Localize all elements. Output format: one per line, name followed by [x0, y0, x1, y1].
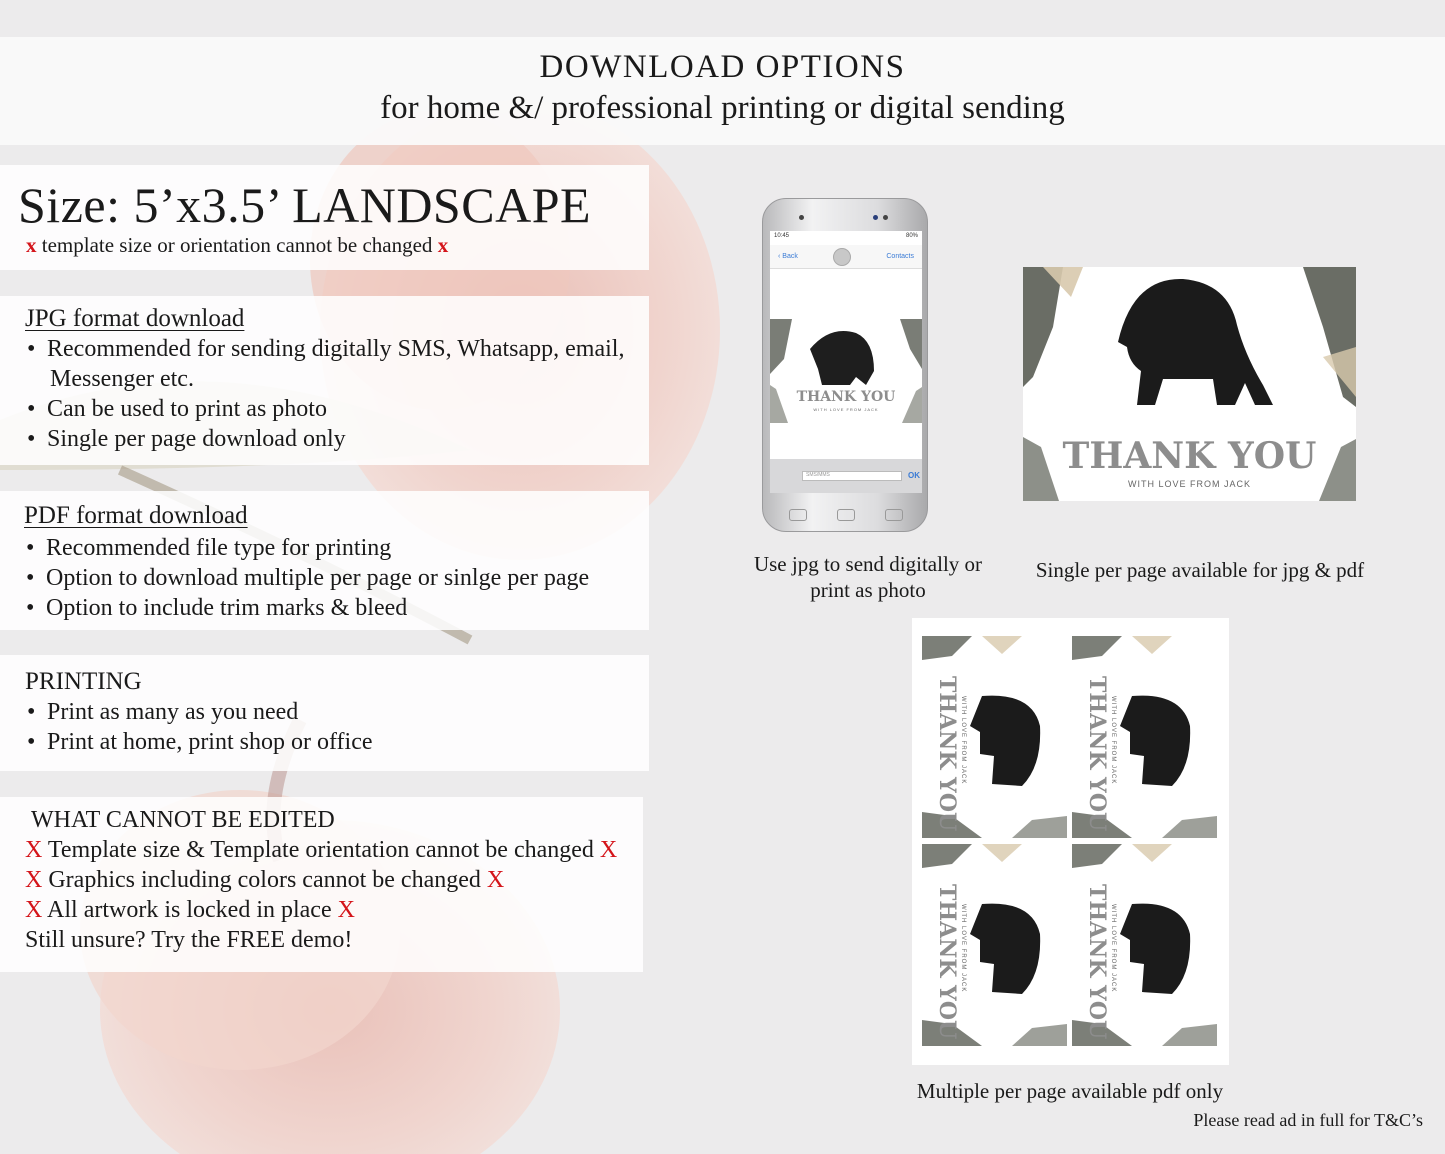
- demo-line: Still unsure? Try the FREE demo!: [25, 927, 353, 953]
- phone-status-bar: 10:45 80%: [774, 233, 918, 239]
- list-item: • Recommended file type for printing: [24, 533, 649, 563]
- size-note-text: template size or orientation cannot be changed: [41, 233, 433, 257]
- card-love: WITH LOVE FROM JACK: [1110, 904, 1116, 993]
- page-title: DOWNLOAD OPTIONS: [539, 49, 906, 85]
- sensor-icon: [873, 215, 878, 220]
- pdf-title: PDF format download: [24, 502, 248, 529]
- cannot-edit-line: X Graphics including colors cannot be changed X: [25, 867, 505, 893]
- jpg-section: [0, 296, 649, 465]
- footnote: Please read ad in full for T&C’s: [1193, 1110, 1423, 1130]
- size-note: [26, 233, 448, 258]
- phone-mockup: [762, 198, 928, 532]
- single-caption: Single per page available for jpg & pdf: [1035, 558, 1365, 582]
- cannot-edit-title: WHAT CANNOT BE EDITED: [31, 807, 335, 833]
- list-item: • Single per page download only: [25, 424, 649, 454]
- back-link: ‹ Back: [778, 253, 798, 260]
- x-mark-icon: x: [437, 233, 449, 257]
- mini-card: [922, 636, 1067, 838]
- mini-card: [1072, 636, 1217, 838]
- list-item: • Can be used to print as photo: [25, 394, 649, 424]
- x-mark-icon: X: [337, 897, 355, 923]
- mini-card: [922, 844, 1067, 1046]
- size-title: Size: 5’x3.5’ LANDSCAPE: [18, 177, 592, 233]
- cannot-edit-line: X All artwork is locked in place X: [25, 897, 355, 923]
- avatar: [833, 248, 851, 266]
- x-mark-icon: X: [599, 837, 618, 863]
- x-mark-icon: x: [26, 233, 37, 257]
- multiple-caption: Multiple per page available pdf only: [916, 1079, 1224, 1103]
- printing-section: [0, 655, 649, 771]
- card-love: WITH LOVE FROM JACK: [1110, 696, 1116, 785]
- card-thanks: THANK YOU: [796, 389, 896, 405]
- pdf-section: [0, 491, 649, 630]
- message-input: SMS/MMS: [802, 471, 902, 481]
- cannot-edit-line: X Template size & Template orientation cannot be changed X: [25, 837, 618, 863]
- multi-page-preview: [912, 618, 1229, 1065]
- list-item: • Option to download multiple per page or sinlge per page: [24, 563, 649, 593]
- contacts-link: Contacts: [886, 253, 914, 260]
- page-subtitle: for home &/ professional printing or digital sending: [380, 90, 1065, 126]
- card-thanks: THANK YOU: [934, 884, 960, 1040]
- card-thanks: THANK YOU: [1062, 435, 1317, 477]
- list-item: • Recommended for sending digitally SMS, Whatsapp, email, Messenger etc.: [25, 334, 649, 394]
- card-thanks: THANK YOU: [934, 676, 960, 832]
- jpg-title: JPG format download: [25, 305, 245, 332]
- card-love: WITH LOVE FROM JACK: [960, 696, 966, 785]
- card-love: WITH LOVE FROM JACK: [960, 904, 966, 993]
- printing-title: PRINTING: [25, 668, 142, 695]
- phone-caption: Use jpg to send digitally or print as photo: [753, 552, 983, 602]
- x-mark-icon: X: [25, 837, 43, 863]
- jpg-list: [25, 334, 649, 454]
- phone-nav-bar: [770, 245, 922, 269]
- mini-card: [1072, 844, 1217, 1046]
- single-card-preview: [1023, 267, 1356, 501]
- printing-list: [25, 697, 649, 757]
- list-item: • Option to include trim marks & bleed: [24, 593, 649, 623]
- card-love: WITH LOVE FROM JACK: [813, 407, 879, 412]
- x-mark-icon: X: [25, 867, 43, 893]
- header-band: [0, 37, 1445, 145]
- ok-button: OK: [908, 471, 920, 480]
- list-item: • Print at home, print shop or office: [25, 727, 649, 757]
- phone-screen: [770, 231, 922, 493]
- cannot-edit-section: [0, 797, 643, 972]
- home-icon: [837, 509, 855, 521]
- back-icon: [885, 509, 903, 521]
- sensor-icon: [883, 215, 888, 220]
- camera-icon: [799, 215, 804, 220]
- card-thanks: THANK YOU: [1084, 884, 1110, 1040]
- x-mark-icon: X: [25, 897, 43, 923]
- search-icon: [789, 509, 807, 521]
- pdf-list: [24, 533, 649, 623]
- card-love: WITH LOVE FROM JACK: [1127, 479, 1251, 489]
- x-mark-icon: X: [486, 867, 505, 893]
- list-item: • Print as many as you need: [25, 697, 649, 727]
- phone-card-preview: [770, 319, 922, 423]
- phone-message-bar: [770, 459, 922, 493]
- card-thanks: THANK YOU: [1084, 676, 1110, 832]
